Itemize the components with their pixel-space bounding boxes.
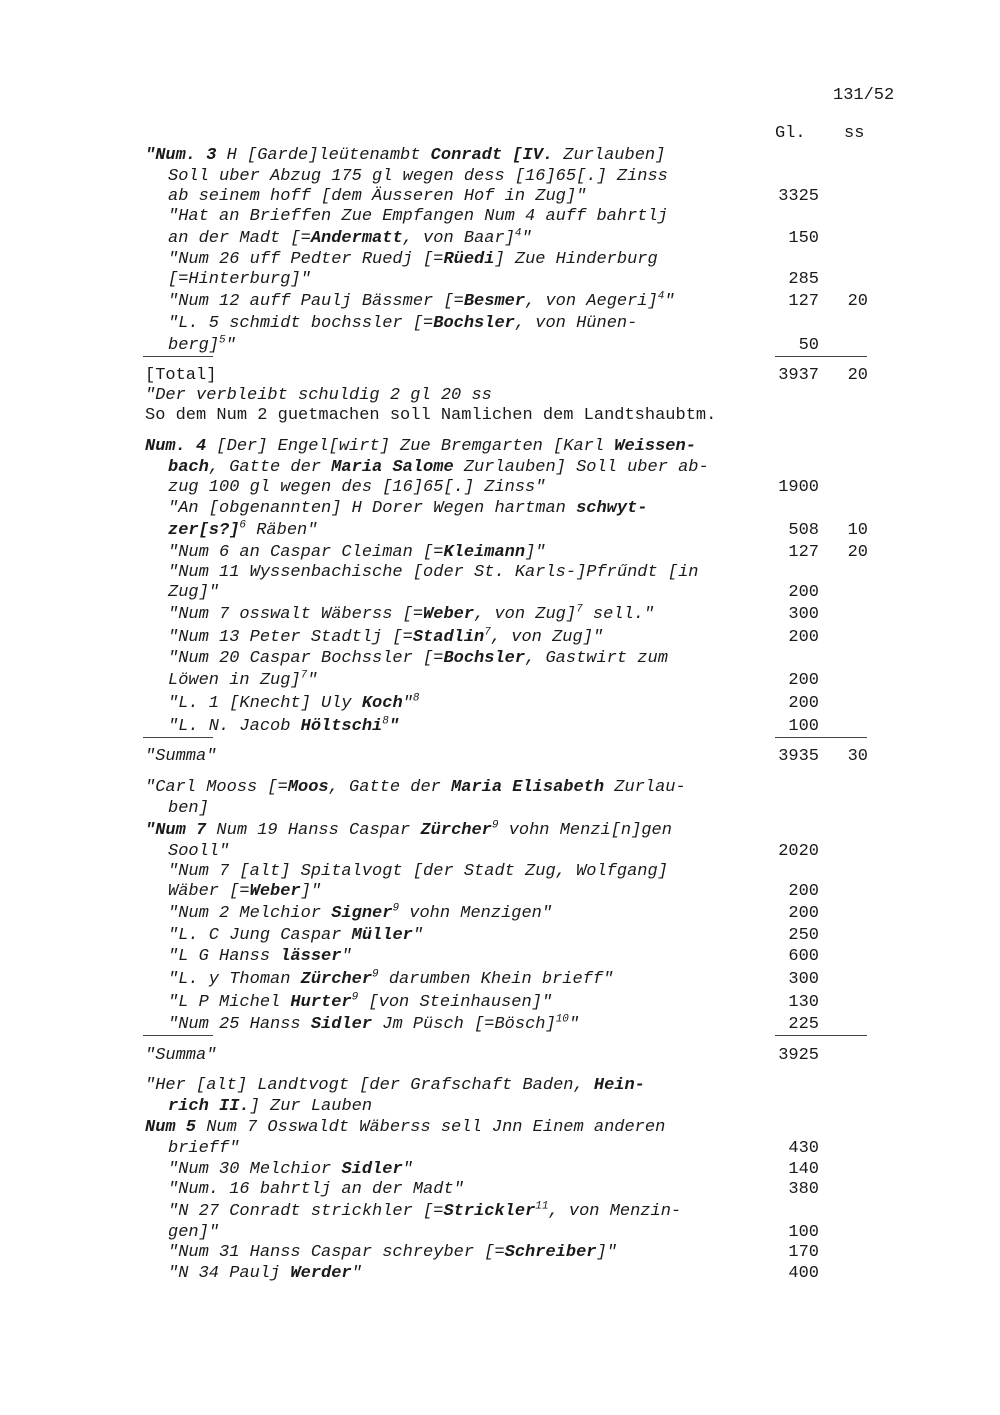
text-segment: "Num 31 Hanss Caspar schreyber [= — [168, 1243, 505, 1262]
amount-gulden: 100 — [788, 1223, 819, 1242]
bold-name: Signer — [331, 904, 393, 923]
bold-name: Besmer — [463, 292, 526, 311]
entry-text — [168, 862, 668, 882]
text-segment: , Gatte der — [328, 778, 452, 797]
amount-gulden: 200 — [788, 583, 819, 602]
bold-name: Schreiber — [504, 1243, 597, 1262]
bold-name: Sidler — [310, 1015, 373, 1034]
bold-name: Müller — [351, 926, 413, 945]
amount-gulden: 430 — [788, 1139, 819, 1158]
entry-text — [168, 717, 399, 737]
rule-right — [775, 737, 867, 738]
entry-text — [168, 799, 209, 819]
bold-name: Weber — [249, 882, 301, 901]
text-segment: zug 100 gl wegen des [16]65[.] Zinss" — [168, 478, 546, 497]
entry-text — [168, 842, 229, 862]
text-segment: "Num 13 Peter Stadtlj [= — [168, 628, 413, 647]
entry-text — [168, 1180, 464, 1200]
text-segment: Zurlau- — [604, 778, 686, 797]
entry-text — [145, 146, 665, 166]
entry-text — [145, 778, 686, 798]
text-segment: " — [664, 292, 675, 311]
footnote-ref: 7 — [300, 669, 308, 682]
text-segment: "Num 25 Hanss — [168, 1015, 311, 1034]
entry-text — [168, 583, 219, 603]
bold-name: Stadlin — [412, 628, 485, 647]
entry-text — [145, 747, 216, 767]
bold-name: " — [388, 717, 400, 736]
text-segment: "Carl Mooss [= — [145, 778, 288, 797]
entry-text — [168, 993, 552, 1013]
entry-text — [168, 649, 668, 669]
amount-gulden: 200 — [788, 671, 819, 690]
text-segment: H [Garde]leütenambt — [216, 146, 431, 165]
text-segment: "Hat an Brieffen Zue Empfangen Num 4 auff bahrtlj — [168, 207, 668, 226]
text-segment: ]" — [300, 882, 322, 901]
entry-text — [168, 167, 668, 187]
bold-name: schwyt- — [576, 499, 648, 518]
entry-text — [168, 882, 321, 902]
bold-name: zer[s?] — [168, 521, 240, 540]
entry-text — [145, 406, 716, 426]
entry-text — [168, 563, 699, 583]
text-segment: "Num 7 [alt] Spitalvogt [der Stadt Zug, Wolfgang] — [168, 862, 668, 881]
entry-text — [168, 694, 419, 714]
text-segment: Jm Püsch [=Bösch] — [372, 1015, 556, 1034]
amount-schilling: 20 — [847, 292, 868, 311]
bold-name: rich II. — [168, 1097, 250, 1116]
entry-text — [145, 1076, 645, 1096]
bold-name: Sidler — [341, 1160, 403, 1179]
bold-name: Zürcher — [420, 821, 492, 840]
entry-text — [145, 386, 492, 406]
text-segment: "Der verbleibt schuldig 2 gl 20 ss — [145, 386, 492, 405]
bold-name: "Num 7 — [145, 821, 207, 840]
amount-gulden: 127 — [788, 543, 819, 562]
text-segment: sell." — [582, 605, 655, 624]
footnote-ref: 4 — [657, 290, 665, 303]
bold-name: bach — [168, 458, 209, 477]
bold-name: Zürcher — [300, 970, 373, 989]
entry-text — [168, 207, 668, 227]
entry-text — [168, 1202, 681, 1222]
footnote-ref: 8 — [382, 715, 389, 728]
text-segment: Sooll" — [168, 842, 230, 861]
text-segment: "Num 26 uff Pedter Ruedj [= — [168, 250, 444, 269]
footnote-ref: 9 — [392, 902, 400, 915]
amount-schilling: 10 — [847, 521, 868, 540]
entry-text — [168, 671, 317, 691]
amount-gulden: 225 — [788, 1015, 819, 1034]
bold-name: Koch — [361, 694, 403, 713]
text-segment: " — [351, 1264, 362, 1283]
entry-text — [168, 499, 648, 519]
text-segment: ] Zue Hinderburg — [494, 250, 658, 269]
text-segment: gen]" — [168, 1223, 220, 1242]
bold-name: Moos — [287, 778, 329, 797]
bold-name: Num 5 — [145, 1118, 197, 1137]
text-segment: "Her [alt] Landtvogt [der Grafschaft Baden, — [145, 1076, 594, 1095]
text-segment: "L. 1 [Knecht] Uly — [168, 694, 362, 713]
amount-gulden: 140 — [788, 1160, 819, 1179]
amount-gulden: 250 — [788, 926, 819, 945]
text-segment: Zug]" — [168, 583, 220, 602]
footnote-ref: 5 — [219, 334, 226, 347]
entry-text — [168, 926, 423, 946]
bold-name: Bochsler — [433, 314, 515, 333]
text-segment: , Gastwirt zum — [525, 649, 668, 668]
text-segment: Soll uber Abzug 175 gl wegen dess [16]65[.] Zinss — [168, 167, 668, 186]
rule-left — [143, 737, 213, 738]
text-segment: ben] — [168, 799, 209, 818]
entry-text — [168, 1015, 579, 1035]
text-segment: " — [402, 1160, 413, 1179]
footnote-ref: 10 — [555, 1013, 569, 1026]
text-segment: Num 19 Hanss Caspar — [206, 821, 421, 840]
amount-gulden: 3937 — [778, 366, 819, 385]
text-segment: "Num 12 auff Paulj Bässmer [= — [168, 292, 464, 311]
amount-schilling: 20 — [847, 366, 868, 385]
text-segment: "L. 5 schmidt bochssler [= — [168, 314, 434, 333]
text-segment: "Num. 16 bahrtlj an der Madt" — [168, 1180, 464, 1199]
entry-text — [168, 292, 675, 312]
text-segment: [Total] — [145, 366, 217, 385]
text-segment: Zurlauben] — [553, 146, 666, 165]
footnote-ref: 7 — [576, 603, 583, 616]
entry-text — [168, 336, 236, 356]
entry-text — [168, 970, 613, 990]
text-segment: "Num 20 Caspar Bochssler [= — [168, 649, 444, 668]
amount-gulden: 508 — [788, 521, 819, 540]
amount-gulden: 150 — [788, 229, 819, 248]
entry-text — [145, 1118, 665, 1138]
text-segment: "L P Michel — [168, 993, 291, 1012]
entry-text — [168, 1243, 617, 1263]
text-segment: So dem Num 2 guetmachen soll Namlichen dem Landtshaubtm. — [145, 406, 717, 425]
entry-text — [168, 1160, 413, 1180]
text-segment: ]" — [525, 543, 546, 562]
footnote-ref: 9 — [351, 991, 359, 1004]
entry-text — [168, 947, 352, 967]
entry-text — [168, 250, 658, 270]
bold-name: Maria Salome — [331, 458, 454, 477]
bold-name: Hein- — [593, 1076, 645, 1095]
rule-right — [775, 1035, 867, 1036]
bold-name: Strickler — [443, 1202, 536, 1221]
text-segment: vohn Menzigen" — [399, 904, 553, 923]
bold-name: Hurter — [290, 993, 352, 1012]
text-segment: Räben" — [246, 521, 318, 540]
amount-gulden: 380 — [788, 1180, 819, 1199]
entry-text — [168, 458, 709, 478]
text-segment: ] Zur Lauben — [249, 1097, 373, 1116]
text-segment: "L. y Thoman — [168, 970, 301, 989]
text-segment: , von Zug] — [474, 605, 577, 624]
bold-name: lässer — [280, 947, 342, 966]
text-segment: "Num 2 Melchior — [168, 904, 332, 923]
text-segment: , von Zug]" — [490, 628, 604, 647]
text-segment: "N 27 Conradt strickhler [= — [168, 1202, 444, 1221]
entry-text — [168, 187, 586, 207]
text-segment: "Num 7 osswalt Wäberss [= — [168, 605, 424, 624]
text-segment: , von Menzin- — [548, 1202, 682, 1221]
text-segment: brieff" — [168, 1139, 240, 1158]
footnote-ref: 4 — [514, 227, 522, 240]
text-segment: "L. C Jung Caspar — [168, 926, 352, 945]
entry-text — [168, 1264, 362, 1284]
amount-gulden: 200 — [788, 628, 819, 647]
entry-text — [168, 1097, 372, 1117]
entry-text — [145, 437, 696, 457]
amount-gulden: 200 — [788, 694, 819, 713]
bold-name: Höltschi — [300, 717, 383, 736]
entry-text — [168, 605, 654, 625]
bold-name: Bochsler — [443, 649, 526, 668]
text-segment: " — [521, 229, 532, 248]
amount-gulden: 50 — [798, 336, 819, 355]
text-segment: ]" — [596, 1243, 617, 1262]
text-segment: , Gatte der — [208, 458, 332, 477]
text-segment: , von Baar] — [402, 229, 515, 248]
text-segment: "Summa" — [145, 1046, 217, 1065]
text-segment: Löwen in Zug] — [168, 671, 301, 690]
footnote-ref: 11 — [535, 1200, 549, 1213]
entry-text — [145, 1046, 216, 1066]
entry-text — [168, 229, 532, 249]
text-segment: [von Steinhausen]" — [358, 993, 553, 1012]
bold-name: Kleimann — [443, 543, 526, 562]
text-segment: "L. N. Jacob — [168, 717, 301, 736]
amount-gulden: 3935 — [778, 747, 819, 766]
text-segment: darumben Khein brieff" — [378, 970, 614, 989]
entry-text — [145, 366, 216, 386]
entry-text — [168, 1139, 239, 1159]
amount-gulden: 300 — [788, 605, 819, 624]
amount-gulden: 3325 — [778, 187, 819, 206]
text-segment: an der Madt [= — [168, 229, 311, 248]
entry-text — [168, 478, 545, 498]
text-segment: , von Aegeri] — [525, 292, 658, 311]
footnote-ref: 6 — [239, 519, 247, 532]
rule-left — [143, 1035, 213, 1036]
amount-schilling: 30 — [847, 747, 868, 766]
amount-gulden: 200 — [788, 904, 819, 923]
amount-gulden: 100 — [788, 717, 819, 736]
text-segment: [=Hinterburg]" — [168, 270, 311, 289]
rule-left — [143, 356, 213, 357]
amount-gulden: 170 — [788, 1243, 819, 1262]
text-segment: "Num 6 an Caspar Cleiman [= — [168, 543, 444, 562]
text-segment: " — [412, 926, 424, 945]
bold-name: Maria Elisabeth — [451, 778, 605, 797]
entry-text — [168, 270, 311, 290]
amount-gulden: 2020 — [778, 842, 819, 861]
text-segment: Num 7 Osswaldt Wäberss sell Jnn Einem anderen — [196, 1118, 666, 1137]
text-segment: "Summa" — [145, 747, 217, 766]
entry-text — [168, 314, 637, 334]
footnote-ref: 9 — [372, 968, 379, 981]
footnote-ref: 7 — [484, 626, 491, 639]
amount-gulden: 3925 — [778, 1046, 819, 1065]
column-header-schilling: ss — [844, 124, 865, 143]
page-number: 131/52 — [833, 86, 895, 105]
text-segment: " — [307, 671, 318, 690]
amount-schilling: 20 — [847, 543, 868, 562]
entry-text — [168, 904, 552, 924]
text-segment: Wäber [= — [168, 882, 250, 901]
text-segment: ab seinem hoff [dem Äusseren Hof in Zug]" — [168, 187, 587, 206]
amount-gulden: 285 — [788, 270, 819, 289]
amount-gulden: 130 — [788, 993, 819, 1012]
bold-name: "Num. 3 — [145, 146, 217, 165]
text-segment: "L G Hanss — [168, 947, 281, 966]
entry-text — [168, 521, 317, 541]
footnote-ref: 9 — [491, 819, 499, 832]
text-segment: [Der] Engel[wirt] Zue Bremgarten [Karl — [206, 437, 615, 456]
text-segment: Zurlauben] Soll uber ab- — [453, 458, 709, 477]
rule-right — [775, 356, 867, 357]
amount-gulden: 200 — [788, 882, 819, 901]
text-segment: "An [obgenannten] H Dorer Wegen hartman — [168, 499, 577, 518]
text-segment: , von Hünen- — [514, 314, 638, 333]
text-segment: " — [568, 1015, 580, 1034]
text-segment: vohn Menzi[n]gen — [498, 821, 672, 840]
text-segment: " — [402, 694, 413, 713]
amount-gulden: 300 — [788, 970, 819, 989]
bold-name: Num. 4 — [145, 437, 207, 456]
entry-text — [168, 1223, 219, 1243]
amount-gulden: 127 — [788, 292, 819, 311]
bold-name: Rüedi — [443, 250, 495, 269]
entry-text — [168, 628, 603, 648]
bold-name: Werder — [290, 1264, 352, 1283]
column-header-gulden: Gl. — [775, 124, 806, 143]
footnote-ref: 8 — [412, 692, 420, 705]
entry-text — [145, 821, 672, 841]
bold-name: Weissen- — [614, 437, 696, 456]
text-segment: "Num 30 Melchior — [168, 1160, 342, 1179]
text-segment: " — [341, 947, 352, 966]
bold-name: Conradt [IV. — [430, 146, 554, 165]
amount-gulden: 400 — [788, 1264, 819, 1283]
bold-name: Weber — [423, 605, 475, 624]
text-segment: " — [225, 336, 236, 355]
text-segment: berg] — [168, 336, 220, 355]
amount-gulden: 1900 — [778, 478, 819, 497]
bold-name: Andermatt — [310, 229, 403, 248]
entry-text — [168, 543, 545, 563]
amount-gulden: 600 — [788, 947, 819, 966]
text-segment: "Num 11 Wyssenbachische [oder St. Karls-]Pfrűndt [in — [168, 563, 699, 582]
text-segment: "N 34 Paulj — [168, 1264, 291, 1283]
